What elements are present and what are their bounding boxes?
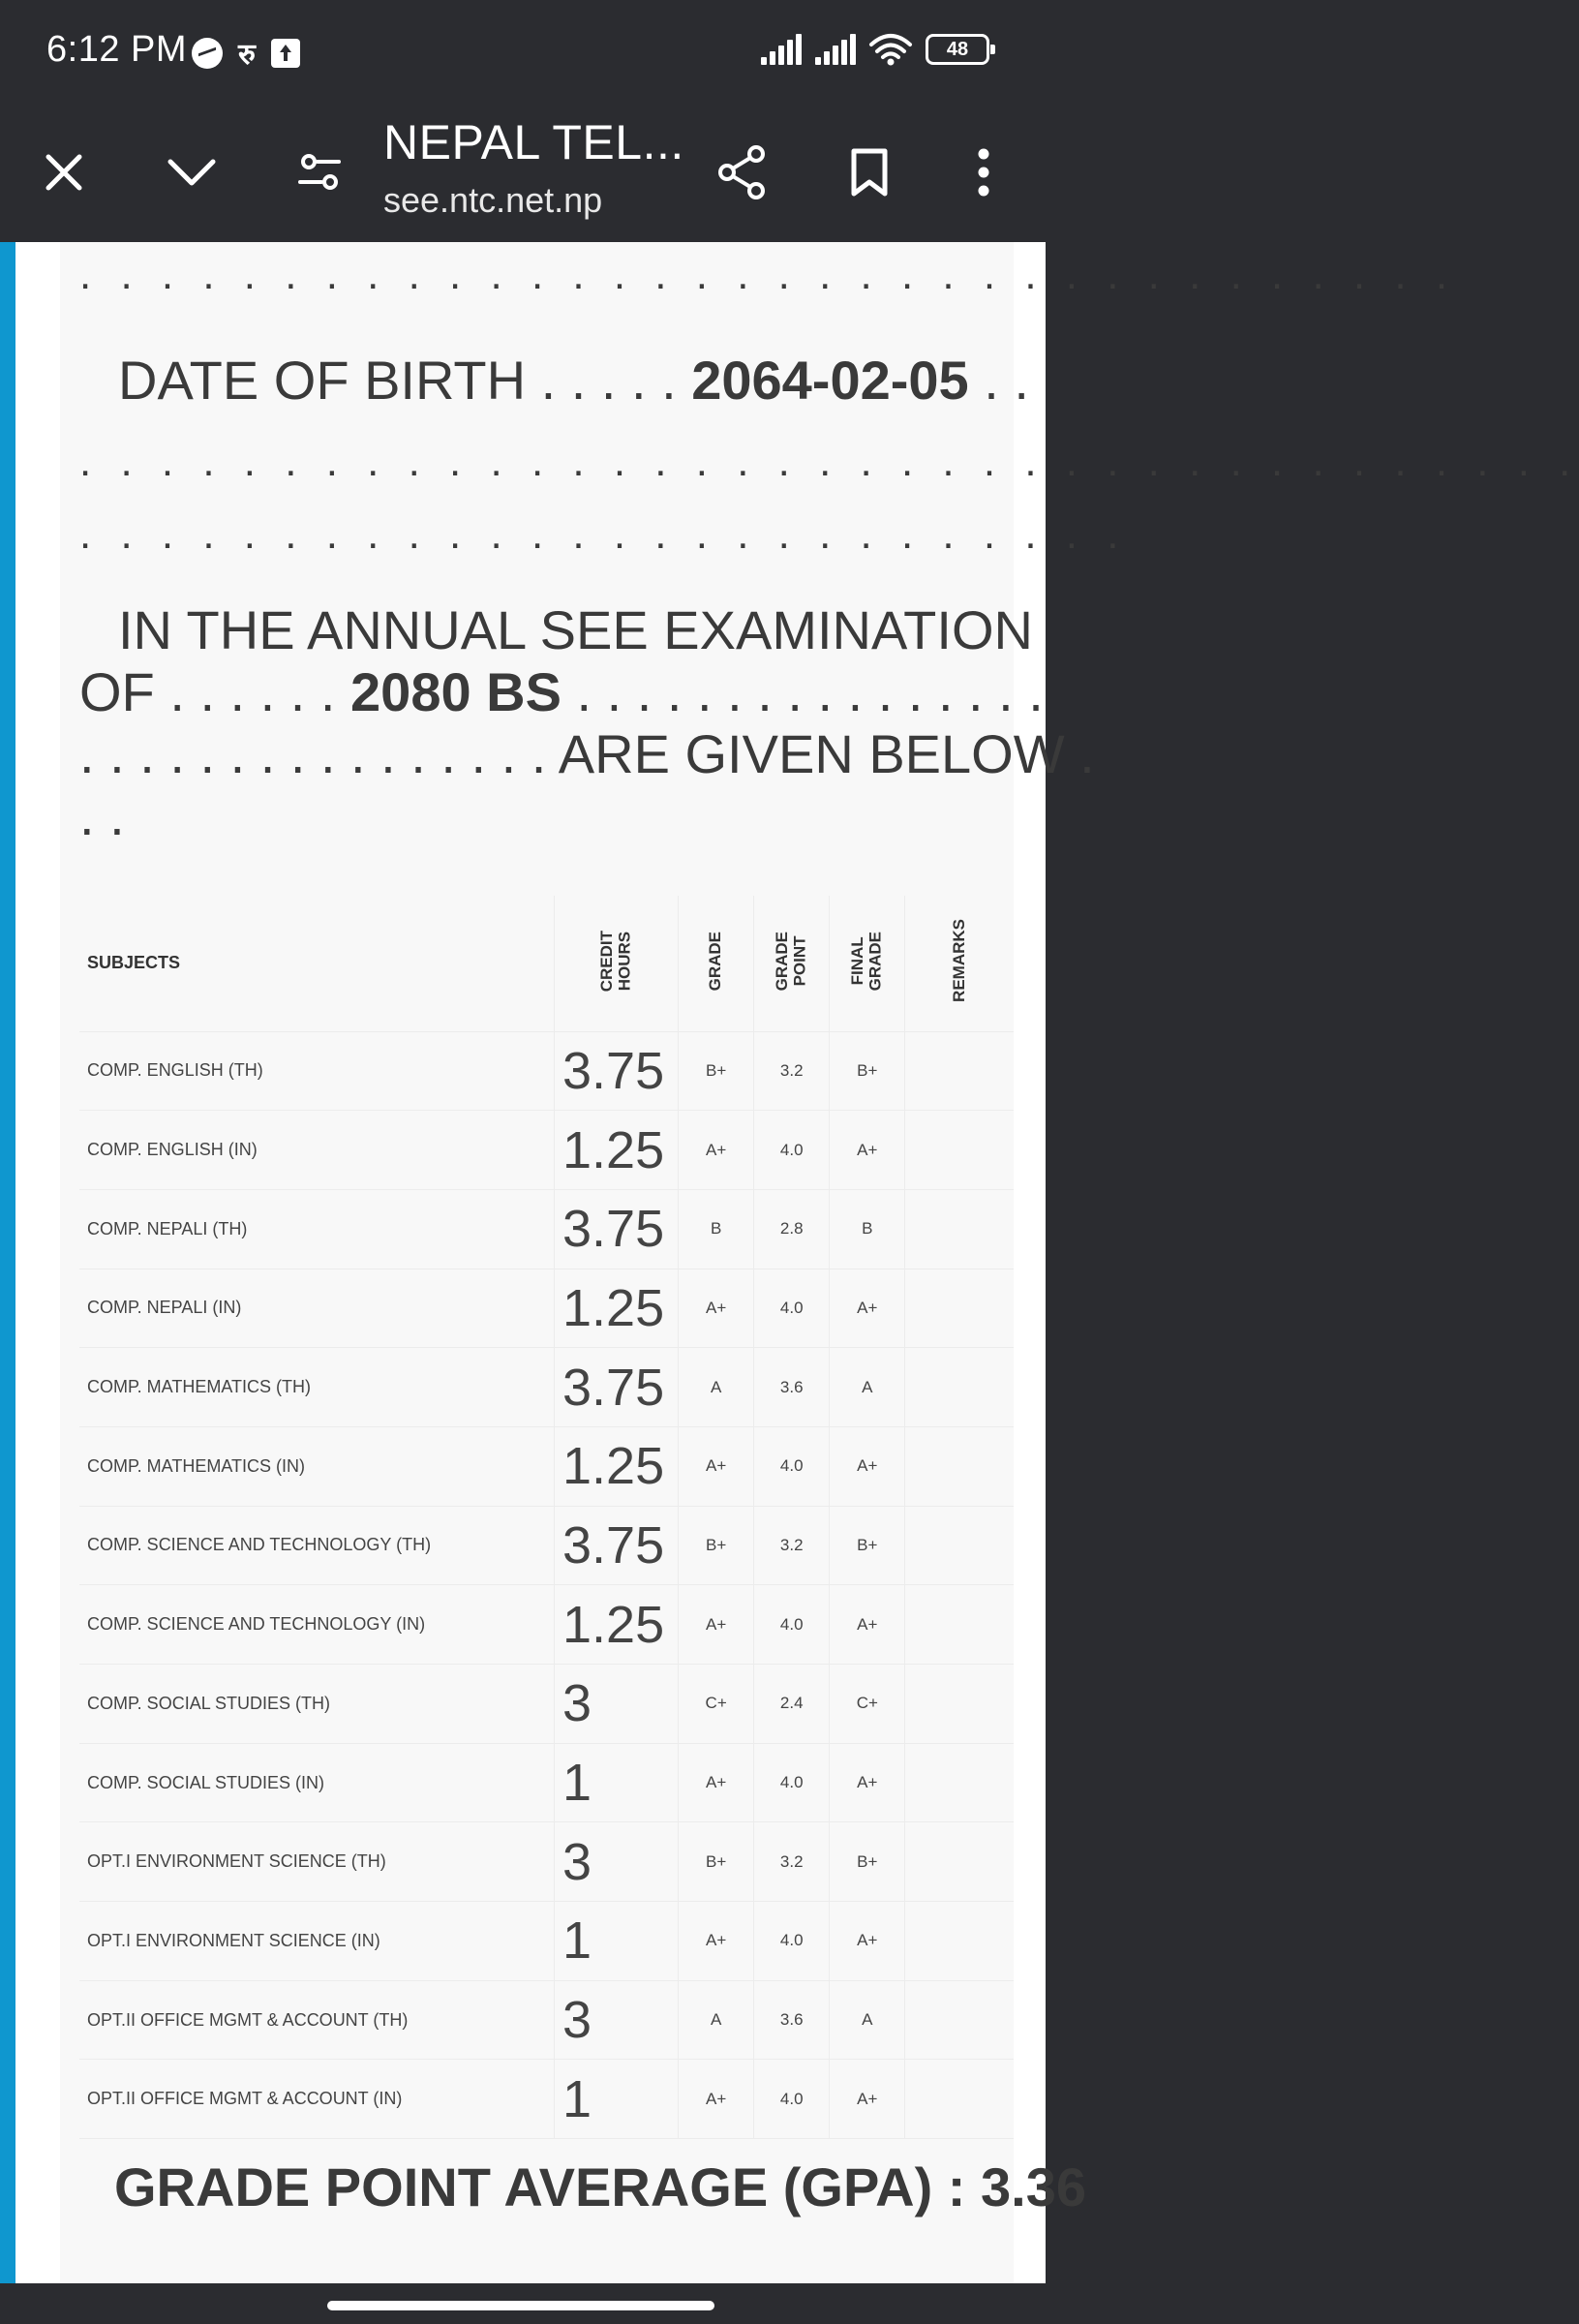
subject-cell: OPT.I ENVIRONMENT SCIENCE (IN) bbox=[79, 1902, 555, 1981]
remarks-cell bbox=[905, 1980, 1014, 2060]
system-icons bbox=[761, 33, 989, 66]
remarks-cell bbox=[905, 1348, 1014, 1427]
exam-dots: . . . . . . . . . . . . . . . . bbox=[576, 661, 1044, 722]
dob-value: 2064-02-05 bbox=[691, 350, 969, 411]
status-time: 6:12 PM bbox=[46, 29, 188, 70]
credit-hours-cell: 3 bbox=[555, 1822, 679, 1902]
remarks-cell bbox=[905, 1902, 1014, 1981]
web-page bbox=[0, 242, 1579, 2283]
table-row bbox=[79, 1031, 1014, 1111]
subject-cell: COMP. ENGLISH (IN) bbox=[79, 1111, 555, 1190]
messenger-icon bbox=[192, 38, 223, 69]
grade-point-cell: 4.0 bbox=[754, 1269, 830, 1348]
result-document bbox=[60, 242, 1579, 2283]
table-row bbox=[79, 1269, 1014, 1348]
dob-label: DATE OF BIRTH . . . . . bbox=[118, 350, 677, 411]
close-icon[interactable] bbox=[27, 136, 101, 209]
table-row bbox=[79, 1348, 1014, 1427]
grade-point-cell: 3.2 bbox=[754, 1822, 830, 1902]
status-bar bbox=[0, 0, 1046, 105]
left-accent-stripe bbox=[0, 242, 15, 2283]
dot-leader: . . . . . . . . . . . . . . . . . . . . . . . . . . . . . . . . . . bbox=[79, 251, 1457, 298]
header-credit-hours: CREDIT HOURS bbox=[555, 896, 679, 1031]
credit-hours-cell: 1.25 bbox=[555, 1585, 679, 1665]
table-row bbox=[79, 2060, 1014, 2139]
subject-cell: COMP. SCIENCE AND TECHNOLOGY (IN) bbox=[79, 1585, 555, 1665]
exam-line-3 bbox=[79, 722, 1095, 785]
dot-leader: . . . . . . . . . . . . . . . . . . . . . . . . . . . . . . . . . . . . . bbox=[79, 438, 1579, 485]
subject-cell: OPT.II OFFICE MGMT & ACCOUNT (IN) bbox=[79, 2060, 555, 2139]
grade-cell: A bbox=[679, 1980, 754, 2060]
site-settings-icon[interactable] bbox=[283, 136, 356, 209]
bookmark-icon[interactable] bbox=[833, 136, 906, 209]
wifi-icon bbox=[869, 33, 912, 66]
credit-hours-cell: 1.25 bbox=[555, 1269, 679, 1348]
subject-cell: COMP. MATHEMATICS (TH) bbox=[79, 1348, 555, 1427]
final-grade-cell: A+ bbox=[830, 1426, 905, 1506]
grade-point-cell: 4.0 bbox=[754, 1902, 830, 1981]
table-row bbox=[79, 1743, 1014, 1822]
remarks-cell bbox=[905, 1665, 1014, 1744]
header-subjects: SUBJECTS bbox=[79, 896, 555, 1031]
exam-of: OF . . . . . . bbox=[79, 661, 336, 722]
navigation-bar bbox=[0, 2283, 1046, 2324]
grade-point-cell: 4.0 bbox=[754, 1111, 830, 1190]
home-gesture-handle[interactable] bbox=[327, 2301, 714, 2310]
final-grade-cell: A+ bbox=[830, 1111, 905, 1190]
grade-cell: A+ bbox=[679, 1585, 754, 1665]
grade-cell: A+ bbox=[679, 2060, 754, 2139]
grade-cell: A+ bbox=[679, 1743, 754, 1822]
exam-year: 2080 BS bbox=[350, 661, 562, 722]
result-table bbox=[79, 896, 1014, 2139]
credit-hours-cell: 1 bbox=[555, 2060, 679, 2139]
exam-line-1: IN THE ANNUAL SEE EXAMINATION bbox=[118, 599, 1033, 660]
table-row bbox=[79, 1189, 1014, 1269]
grade-point-cell: 2.8 bbox=[754, 1189, 830, 1269]
table-row bbox=[79, 1822, 1014, 1902]
table-row bbox=[79, 1902, 1014, 1981]
page-url[interactable]: see.ntc.net.np bbox=[383, 180, 603, 220]
subject-cell: OPT.II OFFICE MGMT & ACCOUNT (TH) bbox=[79, 1980, 555, 2060]
header-grade: GRADE bbox=[679, 896, 754, 1031]
chevron-down-icon[interactable] bbox=[155, 136, 228, 209]
table-row bbox=[79, 1426, 1014, 1506]
grade-cell: B+ bbox=[679, 1506, 754, 1585]
upload-icon bbox=[271, 39, 300, 68]
rupee-icon: रु bbox=[238, 39, 256, 71]
remarks-cell bbox=[905, 1189, 1014, 1269]
battery-icon: 48 bbox=[926, 34, 989, 65]
grade-point-cell: 4.0 bbox=[754, 1743, 830, 1822]
table-row bbox=[79, 1665, 1014, 1744]
grade-point-cell: 3.2 bbox=[754, 1506, 830, 1585]
signal-icon bbox=[761, 34, 802, 65]
grade-point-cell: 2.4 bbox=[754, 1665, 830, 1744]
grade-point-cell: 3.6 bbox=[754, 1348, 830, 1427]
table-row bbox=[79, 1506, 1014, 1585]
grade-point-cell: 4.0 bbox=[754, 2060, 830, 2139]
subject-cell: COMP. SOCIAL STUDIES (TH) bbox=[79, 1665, 555, 1744]
grade-cell: C+ bbox=[679, 1665, 754, 1744]
grade-point-cell: 3.6 bbox=[754, 1980, 830, 2060]
dob-suffix: . . bbox=[984, 350, 1029, 411]
credit-hours-cell: 1 bbox=[555, 1743, 679, 1822]
subject-cell: COMP. SCIENCE AND TECHNOLOGY (TH) bbox=[79, 1506, 555, 1585]
more-vert-icon[interactable] bbox=[947, 136, 1020, 209]
table-header-row bbox=[79, 896, 1014, 1031]
credit-hours-cell: 1 bbox=[555, 1902, 679, 1981]
subject-cell: COMP. ENGLISH (TH) bbox=[79, 1031, 555, 1111]
notification-icons bbox=[192, 33, 300, 73]
table-row bbox=[79, 1111, 1014, 1190]
credit-hours-cell: 1.25 bbox=[555, 1111, 679, 1190]
browser-toolbar bbox=[0, 105, 1046, 242]
remarks-cell bbox=[905, 1426, 1014, 1506]
grade-cell: B+ bbox=[679, 1822, 754, 1902]
result-table-body bbox=[79, 1031, 1014, 2139]
grade-cell: A+ bbox=[679, 1426, 754, 1506]
remarks-cell bbox=[905, 1269, 1014, 1348]
grade-point-cell: 4.0 bbox=[754, 1426, 830, 1506]
grade-cell: B bbox=[679, 1189, 754, 1269]
exam-line3-dots: . . . . . . . . . . . . . . . . bbox=[79, 723, 547, 784]
table-row bbox=[79, 1585, 1014, 1665]
subject-cell: COMP. MATHEMATICS (IN) bbox=[79, 1426, 555, 1506]
credit-hours-cell: 3 bbox=[555, 1980, 679, 2060]
remarks-cell bbox=[905, 1506, 1014, 1585]
page-title[interactable]: NEPAL TEL... bbox=[383, 115, 684, 169]
subject-cell: COMP. NEPALI (IN) bbox=[79, 1269, 555, 1348]
credit-hours-cell: 3.75 bbox=[555, 1348, 679, 1427]
exam-given: ARE GIVEN BELOW . bbox=[558, 723, 1095, 784]
remarks-cell bbox=[905, 1585, 1014, 1665]
final-grade-cell: C+ bbox=[830, 1665, 905, 1744]
gpa-summary: GRADE POINT AVERAGE (GPA) : 3.36 bbox=[114, 2156, 1086, 2217]
subject-cell: COMP. NEPALI (TH) bbox=[79, 1189, 555, 1269]
final-grade-cell: A+ bbox=[830, 2060, 905, 2139]
credit-hours-cell: 3.75 bbox=[555, 1031, 679, 1111]
exam-line-2 bbox=[79, 660, 1044, 723]
dot-leader: . . . . . . . . . . . . . . . . . . . . . . . . . . bbox=[79, 510, 1128, 558]
grade-cell: A+ bbox=[679, 1269, 754, 1348]
credit-hours-cell: 3.75 bbox=[555, 1506, 679, 1585]
remarks-cell bbox=[905, 1822, 1014, 1902]
dob-line bbox=[118, 349, 1029, 412]
grade-cell: A bbox=[679, 1348, 754, 1427]
exam-end: . . bbox=[79, 785, 125, 846]
subject-cell: OPT.I ENVIRONMENT SCIENCE (TH) bbox=[79, 1822, 555, 1902]
final-grade-cell: A bbox=[830, 1348, 905, 1427]
grade-cell: A+ bbox=[679, 1111, 754, 1190]
final-grade-cell: B+ bbox=[830, 1822, 905, 1902]
final-grade-cell: A+ bbox=[830, 1585, 905, 1665]
final-grade-cell: A+ bbox=[830, 1743, 905, 1822]
grade-point-cell: 3.2 bbox=[754, 1031, 830, 1111]
header-remarks: REMARKS bbox=[905, 896, 1014, 1031]
final-grade-cell: A+ bbox=[830, 1269, 905, 1348]
credit-hours-cell: 3 bbox=[555, 1665, 679, 1744]
credit-hours-cell: 1.25 bbox=[555, 1426, 679, 1506]
table-row bbox=[79, 1980, 1014, 2060]
final-grade-cell: A bbox=[830, 1980, 905, 2060]
final-grade-cell: B bbox=[830, 1189, 905, 1269]
signal-icon bbox=[815, 34, 856, 65]
grade-cell: B+ bbox=[679, 1031, 754, 1111]
remarks-cell bbox=[905, 1111, 1014, 1190]
remarks-cell bbox=[905, 1031, 1014, 1111]
remarks-cell bbox=[905, 2060, 1014, 2139]
final-grade-cell: A+ bbox=[830, 1902, 905, 1981]
credit-hours-cell: 3.75 bbox=[555, 1189, 679, 1269]
header-grade-point: GRADE POINT bbox=[754, 896, 830, 1031]
grade-cell: A+ bbox=[679, 1902, 754, 1981]
share-icon[interactable] bbox=[705, 136, 778, 209]
final-grade-cell: B+ bbox=[830, 1031, 905, 1111]
remarks-cell bbox=[905, 1743, 1014, 1822]
subject-cell: COMP. SOCIAL STUDIES (IN) bbox=[79, 1743, 555, 1822]
header-final-grade: FINAL GRADE bbox=[830, 896, 905, 1031]
grade-point-cell: 4.0 bbox=[754, 1585, 830, 1665]
final-grade-cell: B+ bbox=[830, 1506, 905, 1585]
